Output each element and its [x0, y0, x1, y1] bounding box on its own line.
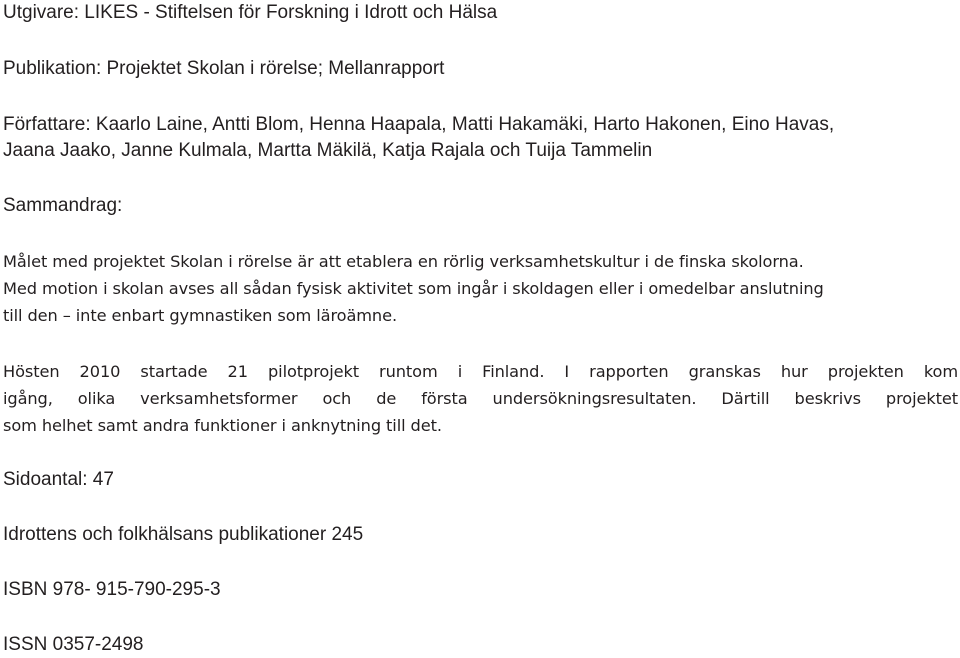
abstract-paragraph-2-line: igång, olika verksamhetsformer och de första undersökningsresultaten. Därtill beskrivs projektet	[3, 389, 958, 408]
abstract-paragraph-1	[3, 248, 958, 329]
abstract-paragraph-2-line: som helhet samt andra funktioner i anknytning till det.	[3, 416, 442, 435]
abstract-paragraph-2	[3, 358, 958, 439]
authors-line-2: Jaana Jaako, Janne Kulmala, Martta Mäkilä, Katja Rajala och Tuija Tammelin	[3, 140, 653, 161]
authors-line-1: Författare: Kaarlo Laine, Antti Blom, Henna Haapala, Matti Hakamäki, Harto Hakonen, Eino Havas,	[3, 114, 835, 135]
abstract-paragraph-1-line: Med motion i skolan avses all sådan fysisk aktivitet som ingår i skoldagen eller i omedelbar anslutning	[3, 279, 824, 298]
abstract-paragraph-1-line: till den – inte enbart gymnastiken som läroämne.	[3, 306, 397, 325]
publisher-line: Utgivare: LIKES - Stiftelsen för Forskning i Idrott och Hälsa	[3, 2, 498, 23]
publication-line: Publikation: Projektet Skolan i rörelse; Mellanrapport	[3, 58, 445, 79]
abstract-paragraph-2-line: Hösten 2010 startade 21 pilotprojekt runtom i Finland. I rapporten granskas hur projekten kom	[3, 362, 958, 381]
publication-series: Idrottens och folkhälsans publikationer 245	[3, 524, 364, 545]
summary-heading: Sammandrag:	[3, 195, 123, 216]
issn: ISSN 0357-2498	[3, 634, 144, 655]
abstract-paragraph-1-line: Målet med projektet Skolan i rörelse är att etablera en rörlig verksamhetskultur i de finska skolorna.	[3, 252, 804, 271]
isbn: ISBN 978- 915-790-295-3	[3, 579, 221, 600]
page-count: Sidoantal: 47	[3, 469, 114, 490]
